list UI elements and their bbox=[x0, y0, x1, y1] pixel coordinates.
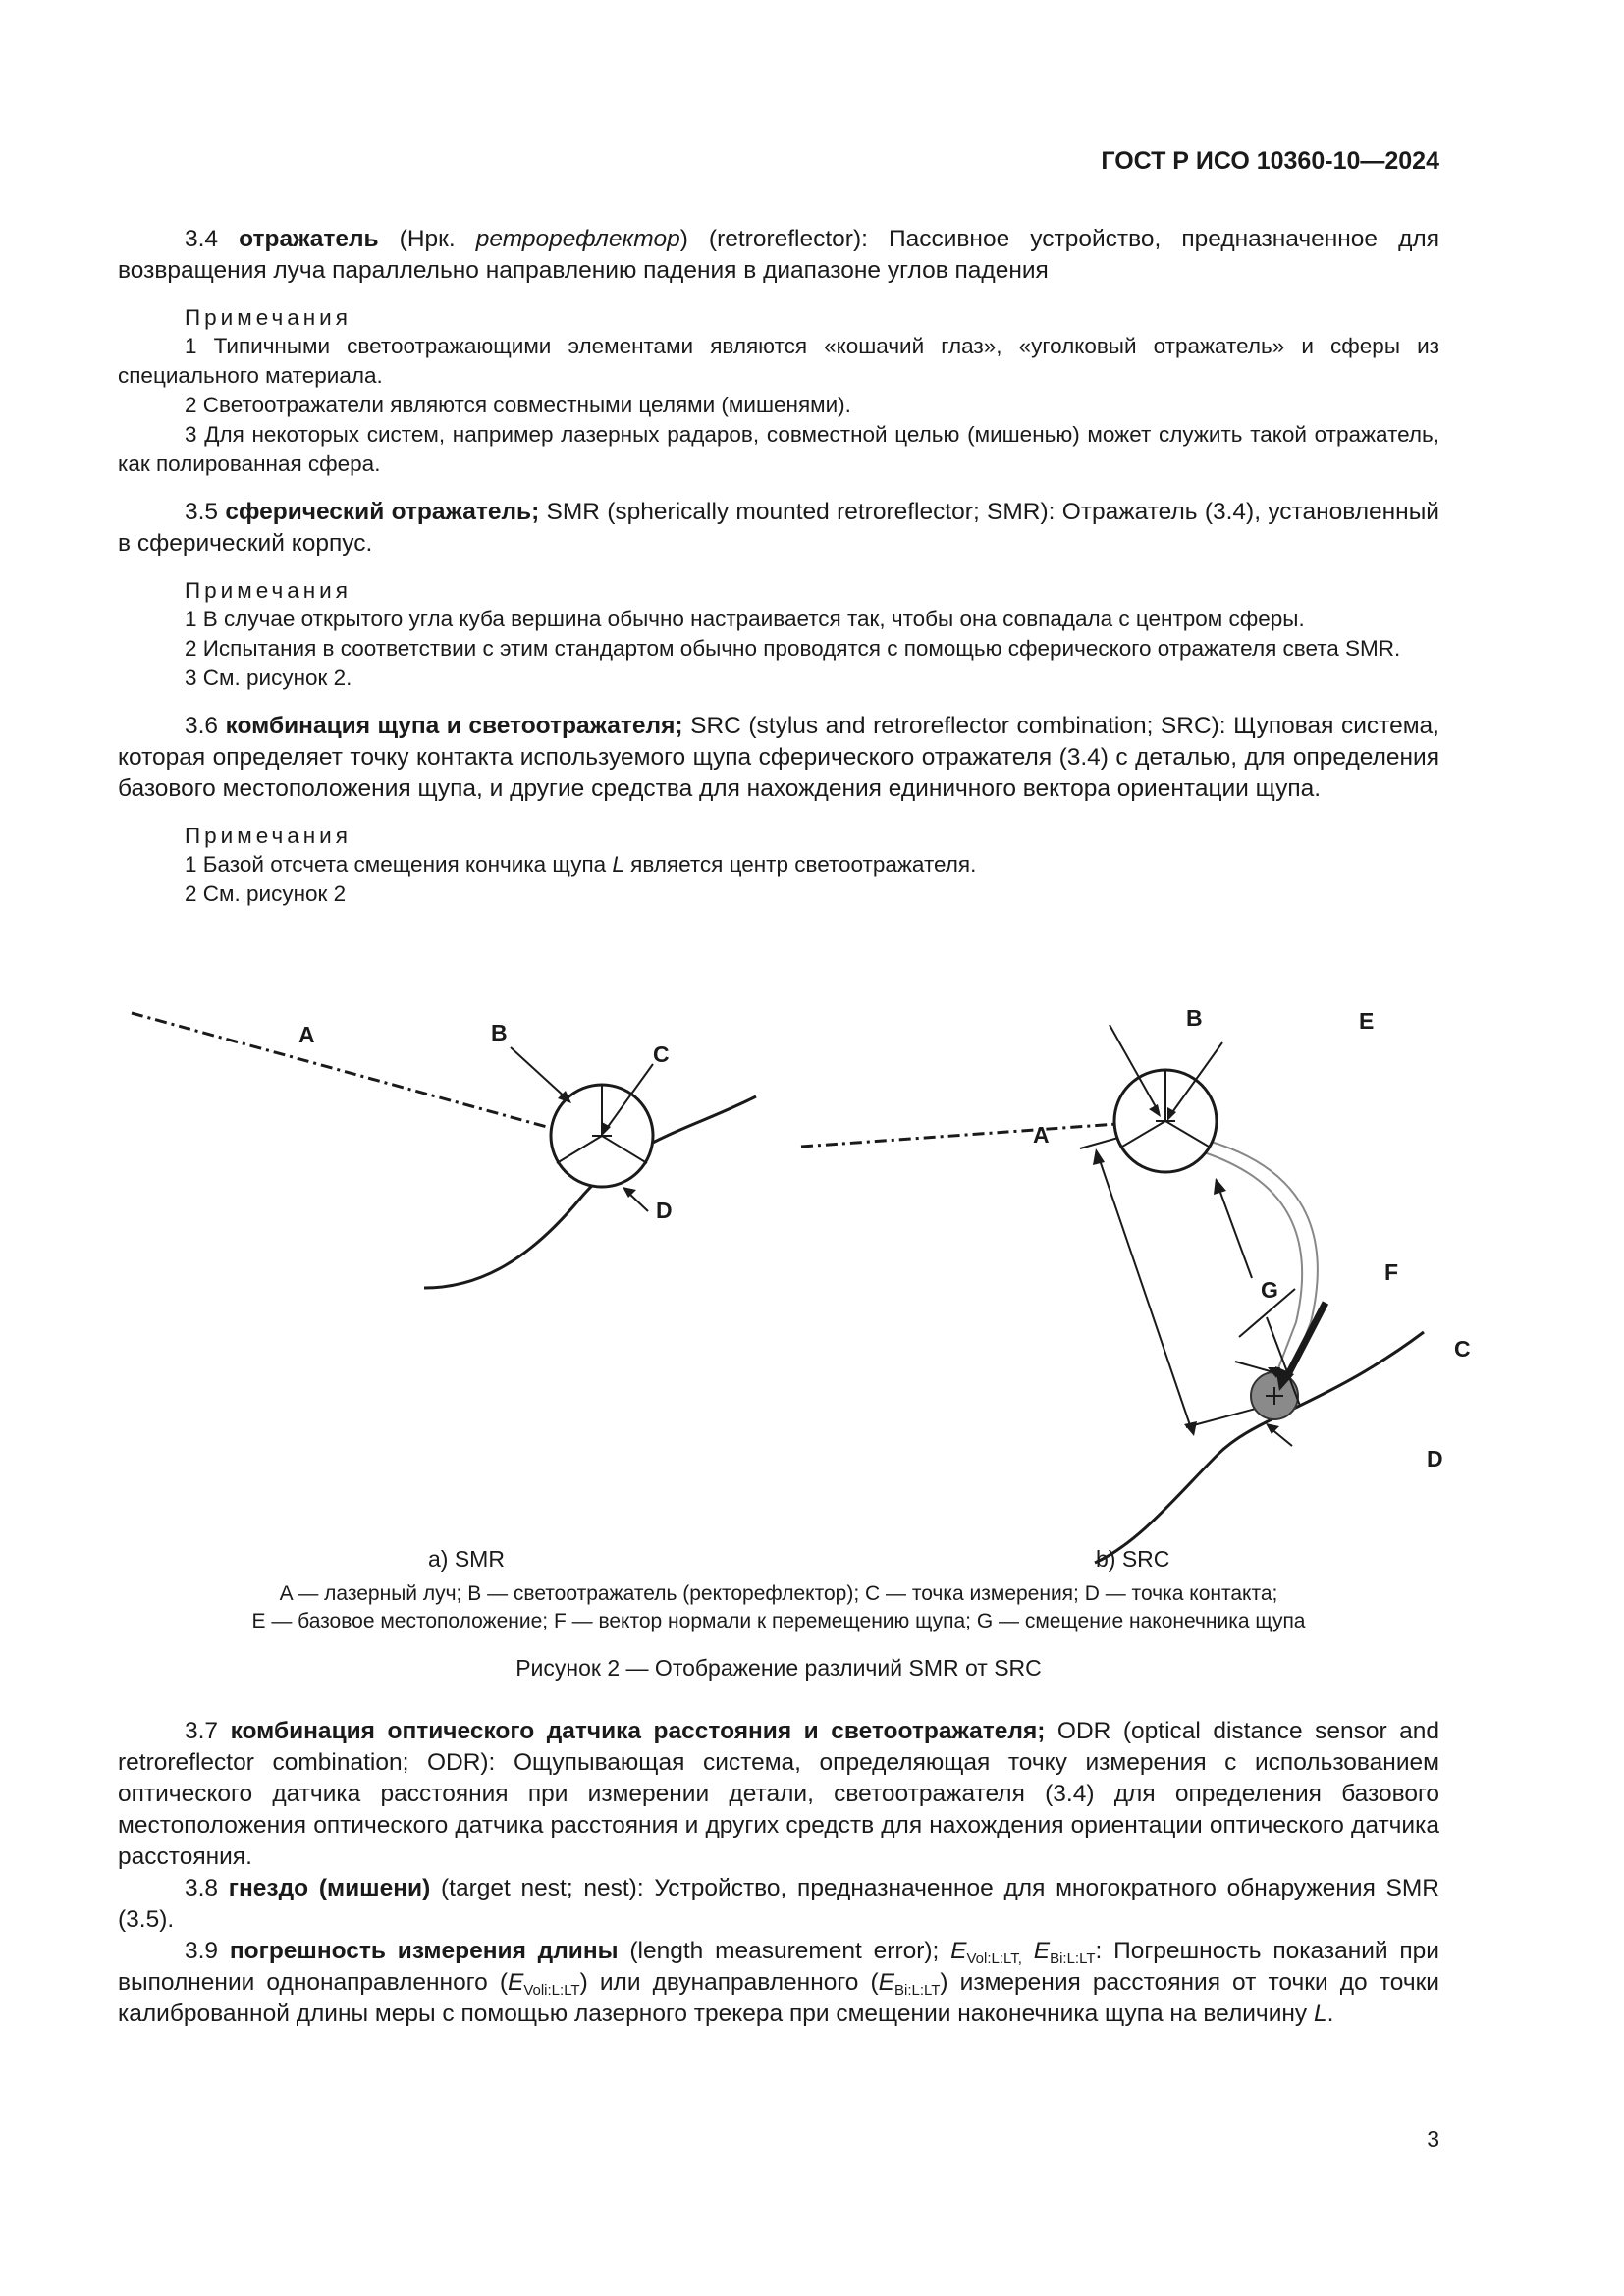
spacer bbox=[118, 479, 1439, 497]
label-c-src: C bbox=[1454, 1336, 1471, 1362]
symbol-L: L bbox=[1313, 2001, 1327, 2027]
clause-number: 3.6 bbox=[185, 713, 219, 739]
arrow-d bbox=[1266, 1423, 1279, 1434]
subscript: Bi:L:LT bbox=[894, 1982, 941, 1999]
term-title: комбинация оптического датчика расстояния и светоотражателя; bbox=[230, 1718, 1046, 1744]
spacer bbox=[118, 560, 1439, 577]
label-d: D bbox=[656, 1198, 673, 1223]
leader-b bbox=[511, 1047, 568, 1099]
term-title: отражатель bbox=[239, 226, 379, 252]
label-a-src: A bbox=[1033, 1122, 1050, 1148]
panel-b-src bbox=[801, 1005, 1471, 1572]
term-title: сферический отражатель; bbox=[225, 499, 540, 525]
main-text-lower bbox=[118, 1716, 1439, 2030]
note bbox=[118, 850, 1439, 880]
spacer bbox=[118, 805, 1439, 823]
label-b-src: B bbox=[1186, 1005, 1203, 1031]
clause-number: 3.8 bbox=[185, 1875, 219, 1901]
clause-number: 3.4 bbox=[185, 226, 219, 252]
legend-line-1: A — лазерный луч; B — светоотражатель (ректорефлектор); C — точка измерения; D — точка контакта; bbox=[279, 1582, 1278, 1605]
term-3-6 bbox=[118, 711, 1439, 805]
label-f: F bbox=[1384, 1259, 1399, 1285]
term-text: ) или двунаправленного ( bbox=[579, 1969, 879, 1996]
term-text: (Нрк. bbox=[378, 226, 476, 252]
figure-legend bbox=[118, 1580, 1439, 1635]
laser-beam bbox=[132, 1013, 597, 1141]
note: 3 См. рисунок 2. bbox=[185, 666, 352, 690]
note: 1 В случае открытого угла куба вершина обычно настраивается так, чтобы она совпадала с центром сферы. bbox=[185, 607, 1305, 631]
normal-vector-arrow bbox=[1286, 1303, 1326, 1378]
panel-a-smr bbox=[132, 1013, 756, 1572]
term-definition: SMR (spherically mounted retroreflector; SMR): Отражатель (3.4), установленный в сферический корпус. bbox=[118, 499, 1439, 557]
g-offset-arrow-top bbox=[1093, 1148, 1105, 1165]
term-definition: ) (retroreflector): Пассивное устройство, предназначенное для возвращения луча параллельно направлению падения в диапазоне углов падения bbox=[118, 226, 1439, 284]
term-3-7 bbox=[118, 1716, 1439, 1873]
label-c: C bbox=[653, 1041, 670, 1067]
term-3-4 bbox=[118, 224, 1439, 287]
subscript: Vol:L:LT, bbox=[966, 1950, 1022, 1967]
label-e: E bbox=[1359, 1008, 1375, 1034]
clause-number: 3.5 bbox=[185, 499, 219, 525]
symbol-E: E bbox=[950, 1938, 967, 1964]
term-title: комбинация щупа и светоотражателя; bbox=[225, 713, 683, 739]
clause-number: 3.7 bbox=[185, 1718, 219, 1744]
symbol-E: E bbox=[1033, 1938, 1051, 1964]
note: 2 Испытания в соответствии с этим стандартом обычно проводятся с помощью сферического отражателя света SMR. bbox=[185, 636, 1401, 661]
symbol-E: E bbox=[507, 1969, 524, 1996]
label-b: B bbox=[491, 1020, 508, 1045]
note: 2 См. рисунок 2 bbox=[185, 881, 347, 906]
figure-2 bbox=[118, 993, 1471, 1592]
laser-beam bbox=[801, 1121, 1159, 1147]
leader-d bbox=[628, 1193, 648, 1211]
note: 1 Типичными светоотражающими элементами являются «кошачий глаз», «уголковый отражатель» и сферы из специального материала. bbox=[118, 334, 1439, 388]
clause-number: 3.9 bbox=[185, 1938, 219, 1964]
term-3-5 bbox=[118, 497, 1439, 560]
subcaption-a: a) SMR bbox=[428, 1546, 505, 1572]
term-definition: ODR (optical distance sensor and retroreflector combination; ODR): Ощупывающая система, определяющая точку измерения с использованием оптического датчика расстояния при измерении детали, светоотражателя (3.4) для определения базового местоположения оптического датчика расстояния и других средств для нахождения ориентации оптического датчика расстояния. bbox=[118, 1718, 1439, 1870]
note-text: является центр светоотражателя. bbox=[623, 852, 977, 877]
figure-title: Рисунок 2 — Отображение различий SMR от SRC bbox=[515, 1655, 1042, 1681]
g-offset-line bbox=[1100, 1160, 1190, 1425]
symbol-L: L bbox=[612, 852, 624, 877]
term-3-8 bbox=[118, 1873, 1439, 1936]
term-3-9 bbox=[118, 1936, 1439, 2030]
term-text: : Погрешность показаний при выполнении однонаправленного ( bbox=[118, 1938, 1439, 1996]
workpiece-surface bbox=[1095, 1332, 1424, 1563]
g-offset-arrow-bottom bbox=[1184, 1421, 1197, 1436]
term-text: ) измерения расстояния от точки до точки калиброванной длины меры с помощью лазерного трекера при смещении наконечника щупа на величину bbox=[118, 1969, 1439, 2027]
main-text-upper bbox=[118, 224, 1439, 909]
notes-title: Примечания bbox=[185, 824, 352, 848]
term-title: гнездо (мишени) bbox=[228, 1875, 431, 1901]
subscript: Bi:L:LT bbox=[1050, 1950, 1096, 1967]
note: 3 Для некоторых систем, например лазерных радаров, совместной целью (мишенью) может служить такой отражатель, как полированная сфера. bbox=[118, 422, 1439, 476]
term-title: погрешность измерения длины bbox=[229, 1938, 619, 1964]
page-number: 3 bbox=[1427, 2126, 1439, 2152]
arrow-d bbox=[623, 1187, 636, 1198]
g-dimension-upper bbox=[1219, 1190, 1252, 1278]
term-definition: (target nest; nest): Устройство, предназначенное для многократного обнаружения SMR (3.5). bbox=[118, 1875, 1440, 1933]
g-arrow-upper bbox=[1214, 1178, 1226, 1195]
label-a: A bbox=[298, 1022, 315, 1047]
document-header: ГОСТ Р ИСО 10360-10—2024 bbox=[1101, 147, 1439, 175]
symbol-E: E bbox=[878, 1969, 894, 1996]
note: 2 Светоотражатели являются совместными целями (мишенями). bbox=[185, 393, 851, 417]
label-g: G bbox=[1261, 1277, 1278, 1303]
term-text: . bbox=[1326, 2001, 1334, 2027]
legend-line-2: E — базовое местоположение; F — вектор нормали к перемещению щупа; G — смещение наконечника щупа bbox=[251, 1610, 1306, 1632]
subcaption-b: b) SRC bbox=[1096, 1546, 1170, 1572]
label-d-src: D bbox=[1427, 1446, 1443, 1471]
figure-2-diagram bbox=[118, 993, 1471, 1582]
spacer bbox=[118, 287, 1439, 304]
notes-title: Примечания bbox=[185, 578, 352, 603]
note-text: 1 Базой отсчета смещения кончика щупа bbox=[185, 852, 613, 877]
deprecated-term: ретрорефлектор bbox=[475, 226, 680, 252]
notes-title: Примечания bbox=[185, 305, 352, 330]
subscript: Voli:L:LT bbox=[523, 1982, 580, 1999]
spacer bbox=[118, 693, 1439, 711]
term-text: (length measurement error); bbox=[618, 1938, 951, 1964]
term-definition: SRC (stylus and retroreflector combination; SRC): Щуповая система, которая определяет точку контакта используемого щупа сферического отражателя (3.4) с деталью, для определения базового местоположения щупа, и другие средства для нахождения единичного вектора ориентации щупа. bbox=[118, 713, 1439, 802]
